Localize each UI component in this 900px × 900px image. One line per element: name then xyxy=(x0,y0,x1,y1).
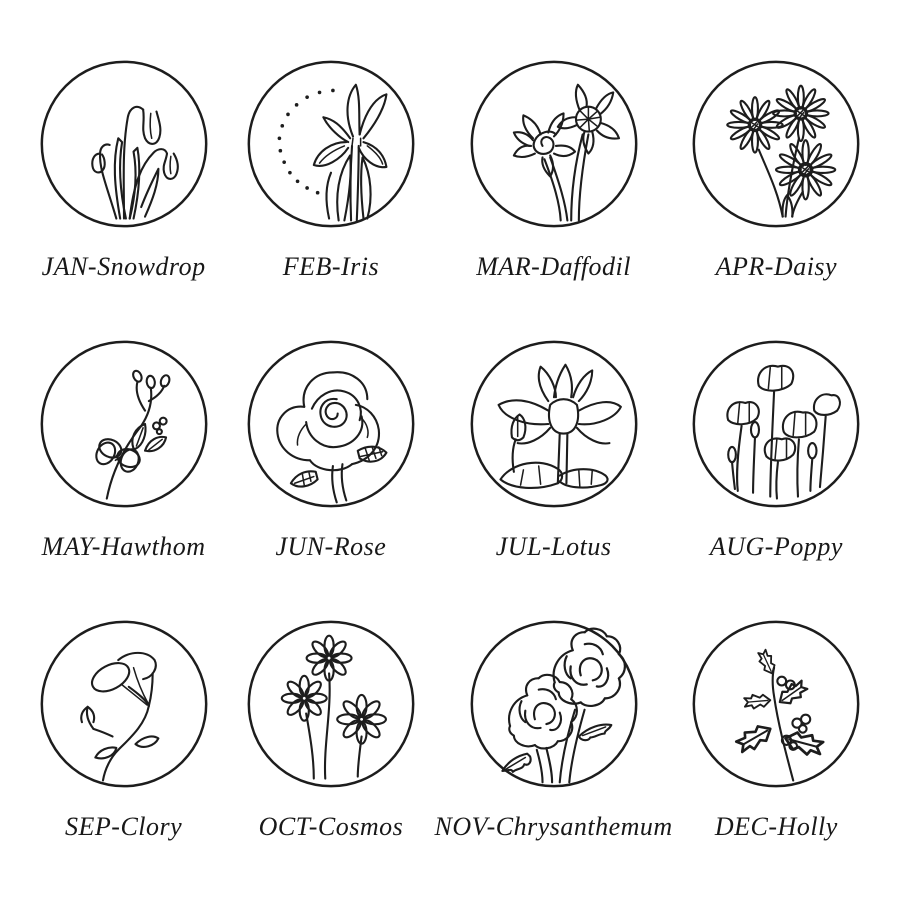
month-label: SEP-Clory xyxy=(65,812,183,841)
month-card-jun xyxy=(227,338,434,618)
month-label: APR-Daisy xyxy=(715,252,838,281)
month-card-feb xyxy=(227,58,434,338)
month-card-jul xyxy=(435,338,673,618)
month-label: FEB-Iris xyxy=(282,252,380,281)
month-card-sep xyxy=(20,618,227,898)
daffodil-line-art-icon xyxy=(468,58,640,230)
chrysanthemum-line-art-icon xyxy=(468,618,640,790)
month-label: JUL-Lotus xyxy=(495,532,612,561)
month-card-mar xyxy=(435,58,673,338)
month-card-may xyxy=(20,338,227,618)
poppy-line-art-icon xyxy=(690,338,862,510)
cosmos-line-art-icon xyxy=(245,618,417,790)
rose-line-art-icon xyxy=(245,338,417,510)
month-label: DEC-Holly xyxy=(714,812,838,841)
month-card-apr xyxy=(673,58,880,338)
iris-line-art-icon xyxy=(245,58,417,230)
month-label: MAY-Hawthom xyxy=(41,532,206,561)
month-card-jan xyxy=(20,58,227,338)
month-label: JAN-Snowdrop xyxy=(41,252,206,281)
glory-line-art-icon xyxy=(38,618,210,790)
hawthorn-line-art-icon xyxy=(38,338,210,510)
month-label: AUG-Poppy xyxy=(709,532,843,561)
month-card-nov xyxy=(435,618,673,898)
month-card-oct xyxy=(227,618,434,898)
month-label: JUN-Rose xyxy=(275,532,387,561)
month-label: OCT-Cosmos xyxy=(258,812,404,841)
snowdrop-line-art-icon xyxy=(38,58,210,230)
holly-line-art-icon xyxy=(690,618,862,790)
lotus-line-art-icon xyxy=(468,338,640,510)
daisy-line-art-icon xyxy=(690,58,862,230)
month-card-dec xyxy=(673,618,880,898)
month-label: NOV-Chrysanthemum xyxy=(434,812,673,841)
month-label: MAR-Daffodil xyxy=(476,252,632,281)
month-card-aug xyxy=(673,338,880,618)
